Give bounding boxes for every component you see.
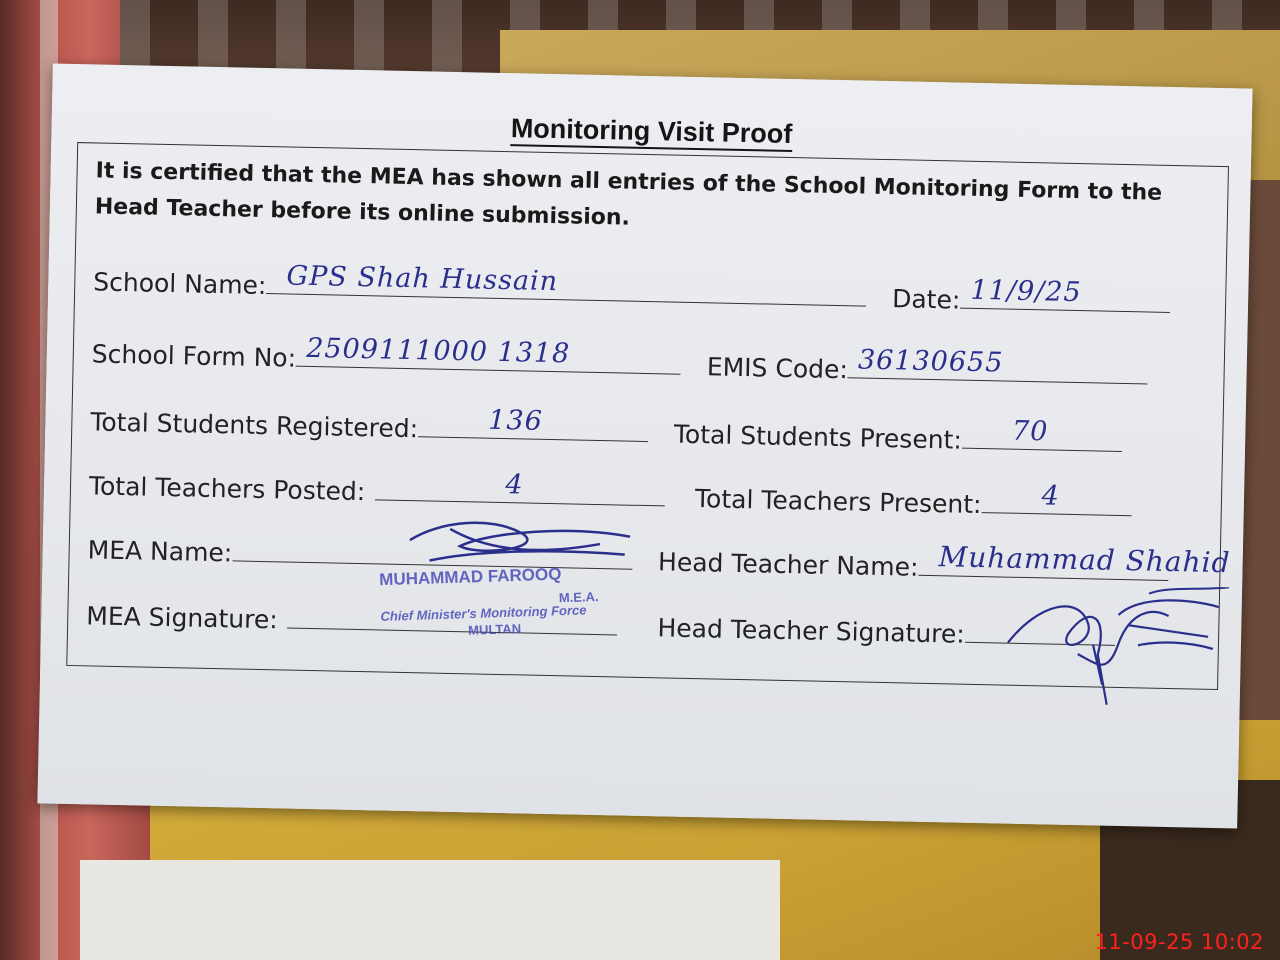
date-field: [960, 274, 1171, 313]
school-name-label: School Name:: [93, 267, 267, 301]
teachers-posted-value: 4: [505, 469, 524, 501]
signatures-row: [86, 595, 1115, 652]
head-teacher-signature-scribble: [996, 582, 1239, 717]
form-box: [66, 142, 1229, 690]
mea-stamp-designation: M.E.A.: [558, 589, 599, 606]
school-name-field: [266, 260, 866, 307]
school-form-no-label: School Form No:: [91, 339, 297, 373]
head-teacher-name-label: Head Teacher Name:: [657, 547, 919, 582]
white-paper-edge: [80, 860, 780, 960]
school-form-no-value: 2509111000 1318: [305, 332, 571, 370]
form-no-row: [92, 333, 1149, 390]
students-present-field: [962, 415, 1123, 452]
head-teacher-signature-label: Head Teacher Signature:: [657, 613, 966, 649]
head-teacher-name-value: Muhammad Shahid: [938, 540, 1231, 580]
mea-stamp-city: MULTAN: [467, 621, 522, 638]
monitoring-slip: [37, 64, 1252, 829]
teachers-present-value: 4: [1041, 480, 1061, 512]
teachers-present-field: [981, 480, 1132, 516]
students-registered-value: 136: [487, 404, 544, 437]
teachers-posted-label: Total Teachers Posted:: [88, 471, 366, 507]
date-value: 11/9/25: [970, 274, 1082, 309]
teachers-present-label: Total Teachers Present:: [694, 484, 982, 520]
mea-stamp-organization: Chief Minister's Monitoring Force: [380, 602, 587, 624]
mea-stamp-name: MUHAMMAD FAROOQ: [378, 564, 562, 590]
students-present-label: Total Students Present:: [673, 419, 963, 455]
certification-text: It is certified that the MEA has shown all entries of the School Monitoring Form to the Head Teacher before its online submission.: [94, 158, 1163, 231]
emis-code-field: [848, 344, 1149, 384]
mea-signature-label: MEA Signature:: [86, 601, 279, 635]
slip-title: Monitoring Visit Proof: [51, 104, 1251, 160]
head-teacher-name-field: [918, 540, 1231, 581]
emis-code-label: EMIS Code:: [706, 352, 849, 385]
mea-name-label: MEA Name:: [87, 535, 233, 568]
date-label: Date:: [891, 284, 961, 315]
students-row: [90, 401, 1122, 458]
emis-code-value: 36130655: [857, 344, 1004, 379]
school-name-row: [93, 261, 1171, 319]
students-registered-label: Total Students Registered:: [90, 407, 419, 444]
teachers-posted-field: [375, 471, 666, 506]
school-name-value: GPS Shah Hussain: [286, 260, 559, 298]
school-form-no-field: [296, 332, 682, 375]
students-registered-field: [418, 404, 649, 442]
camera-timestamp: 11-09-25 10:02: [1094, 930, 1264, 954]
students-present-value: 70: [1011, 415, 1049, 448]
